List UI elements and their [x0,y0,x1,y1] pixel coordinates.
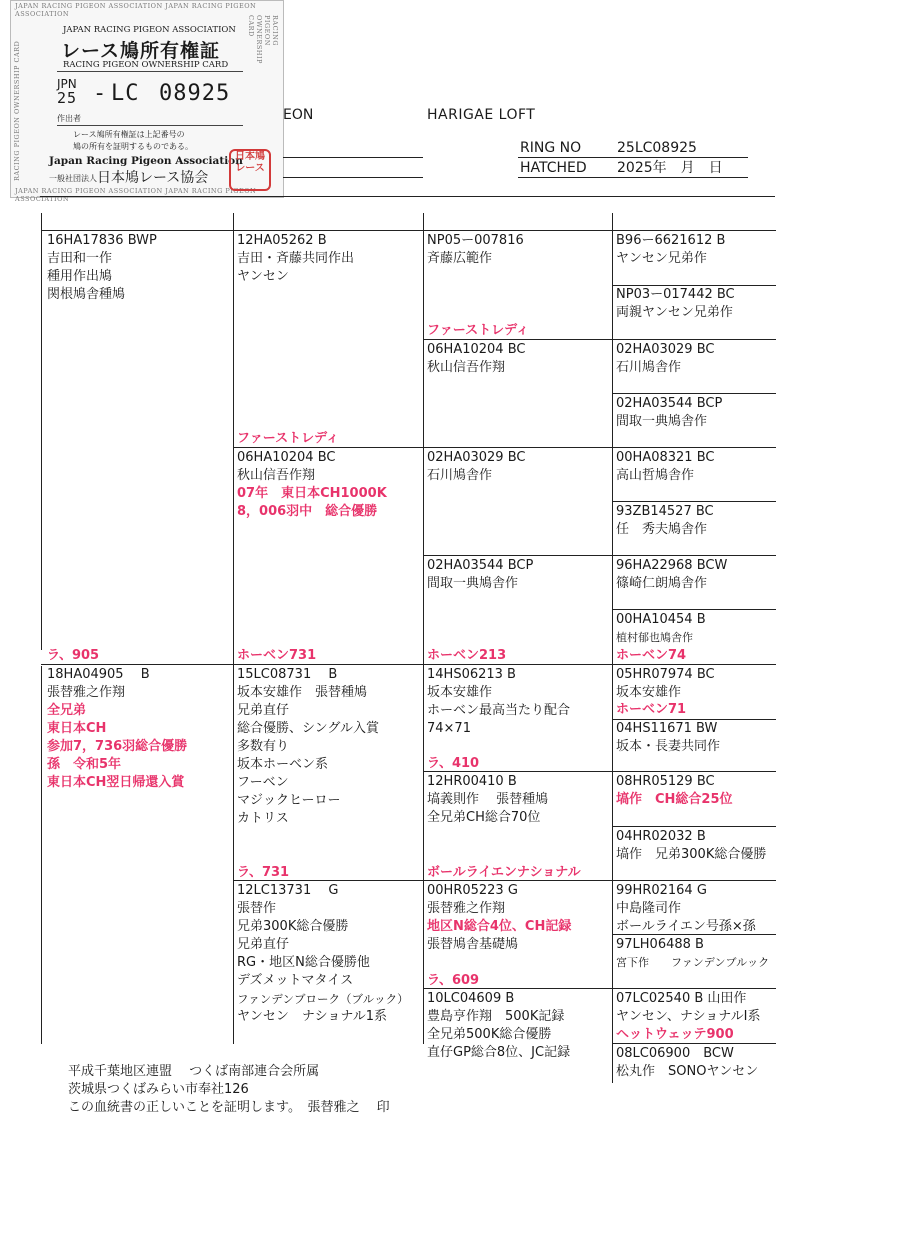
c3-line: 02HA03544 BCP [427,558,534,573]
ds-line: 坂本ホーベン系 [237,757,329,772]
c3-line: 02HA03029 BC [427,450,526,465]
ds-line: フーベン [237,775,289,790]
c4-line: 篠崎仁朗鳩舎作 [616,576,708,591]
c4-achievement: 塙作 CH総合25位 [616,792,733,807]
sd-line: 06HA10204 BC [237,450,336,465]
c3-line: 00HR05223 G [427,883,518,898]
c3-line: NP05ー007816 [427,233,524,248]
c4-line: ヤンセン兄弟作 [616,251,707,266]
c4-line: 任 秀夫鳩舎作 [616,522,708,537]
sd-line: 秋山信吾作翔 [237,468,316,483]
card-assoc-jp: 日本鳩レース協会 [97,170,209,186]
dd-line: RG・地区N総合優勝他 [237,955,370,970]
dam-line: 張替雅之作翔 [47,685,126,700]
sd-achievement: 07年 東日本CH1000K [237,486,387,501]
c3-line: 直仔GP総合8位、JC記録 [427,1045,571,1060]
hatched-value: 2025年 月 日 [617,160,723,176]
c4-line: 植村郁也鳩舎作 [616,631,693,644]
ring-no-value: 25LC08925 [617,140,697,156]
c3-line: 12HR00410 B [427,774,517,789]
c4-label: ホーベン71 [616,702,687,717]
sire-line: 関根鳩舎種鳩 [47,287,126,302]
card-assoc-en-top: JAPAN RACING PIGEON ASSOCIATION [63,25,236,35]
ring-no-label: RING NO [520,140,582,156]
c4-line: 02HA03544 BCP [616,396,723,411]
card-title-en: RACING PIGEON OWNERSHIP CARD [63,60,229,70]
ds-line: マジックヒーロー [237,793,341,808]
c3-label: ホーベン213 [427,648,507,663]
card-letters: LC [111,81,140,106]
c4-line: 08HR05129 BC [616,774,715,789]
footer-address: 茨城県つくばみらい市奉社126 [68,1082,249,1097]
c3-line: 石川鳩舎作 [427,468,493,483]
c4-line: 松丸作 SONOヤンセン [616,1064,759,1079]
card-cert-line2: 鳩の所有を証明するものである。 [73,142,193,151]
card-cert-line1: レース鳩所有権証は上記番号の [73,130,185,139]
dam-achievement: 参加7，736羽総合優勝 [47,739,188,754]
footer-certification: この血統書の正しいことを証明します。 張替雅之 印 [68,1100,390,1115]
c3-line: 全兄弟500K総合優勝 [427,1027,552,1042]
dam-line: 18HA04905 B [47,667,150,682]
card-title-jp: レース鳩所有権証 [61,40,221,62]
hatched-label: HATCHED [520,160,587,176]
loft-name: HARIGAE LOFT [427,107,536,123]
c3-label: ラ、410 [427,756,480,771]
card-assoc-jp-prefix: 一般社団法人 [49,174,97,183]
c3-achievement: 地区N総合4位、CH記録 [427,919,572,934]
card-year: 25 [57,89,78,107]
c4-line: 96HA22968 BCW [616,558,728,573]
dd-line: 兄弟直仔 [237,937,290,952]
card-number: 08925 [159,81,231,106]
ss-line: 12HA05262 B [237,233,327,248]
sire-line: 種用作出鳩 [47,269,113,284]
c3-line: 豊島亨作翔 500K記録 [427,1009,565,1024]
c4-line: 中島隆司作 [616,901,682,916]
card-dash: - [93,81,108,106]
c3-line: 14HS06213 B [427,667,516,682]
c3-line: 張替雅之作翔 [427,901,506,916]
sd-achievement: 8，006羽中 総合優勝 [237,504,378,519]
ss-line: 吉田・斉藤共同作出 [237,251,355,266]
seal-stamp: 日本鳩レース [229,149,271,191]
ss-line: ヤンセン [237,269,289,284]
c3-label: ボールライエンナショナル [427,865,581,880]
c4-line: ボールライエン号孫×孫 [616,919,756,934]
c3-label: ファーストレディ [427,323,530,338]
c3-line: 塙義則作 張替種鳩 [427,792,549,807]
card-border-text-left: RACING PIGEON OWNERSHIP CARD [13,40,21,181]
card-divider [57,71,243,72]
c4-line: 02HA03029 BC [616,342,715,357]
c4-line: 塙作 兄弟300K総合優勝 [616,847,767,862]
dam-achievement: 孫 令和5年 [47,757,122,772]
card-border-text-top: JAPAN RACING PIGEON ASSOCIATION JAPAN RACING PIGEON ASSOCIATION [15,2,257,18]
c4-line: 07LC02540 B 山田作 [616,991,747,1006]
c3-line: 間取一典鳩舎作 [427,576,519,591]
c4-line: 間取一典鳩舎作 [616,414,708,429]
card-author-line [57,125,243,126]
sire-line: 16HA17836 BWP [47,233,157,248]
ds-line: カトリス [237,811,289,826]
dd-line: ファンデンブローク（ブルック） [237,992,409,1006]
dam-label: ラ、905 [47,648,100,663]
dam-achievement: 東日本CH翌日帰還入賞 [47,775,185,790]
ownership-card [10,0,284,203]
ds-line: 多数有り [237,739,290,754]
dd-label: ラ、731 [237,865,290,880]
sd-label: ファーストレディ [237,431,340,446]
c4-line: ヤンセン、ナショナルⅠ系 [616,1009,761,1024]
dd-line: 12LC13731 G [237,883,339,898]
c4-line: 04HR02032 B [616,829,706,844]
c4-line: 97LH06488 B [616,937,704,952]
c4-line: NP03ー017442 BC [616,287,735,302]
c4-line: 両親ヤンセン兄弟作 [616,305,733,320]
c4-line: 05HR07974 BC [616,667,715,682]
c4-line: 00HA08321 BC [616,450,715,465]
c3-line: ホーベン最高当たり配合 [427,703,571,718]
c4-line: 高山哲鳩舎作 [616,468,695,483]
dd-line: 張替作 [237,901,277,916]
c3-label: ラ、609 [427,973,480,988]
dd-line: 兄弟300K総合優勝 [237,919,349,934]
dd-line: ヤンセン ナショナル1系 [237,1009,387,1024]
card-assoc-en: Japan Racing Pigeon Association [49,155,243,167]
ds-line: 兄弟直仔 [237,703,290,718]
c3-line: 74×71 [427,721,471,736]
ds-line: 坂本安雄作 張替種鳩 [237,685,368,700]
c4-line: 坂本・長妻共同作 [616,739,721,754]
ds-label: ホーベン731 [237,648,317,663]
c4-line: 石川鳩舎作 [616,360,682,375]
c4-line: 08LC06900 BCW [616,1046,734,1061]
c4-line: 93ZB14527 BC [616,504,714,519]
c4-line: B96ー6621612 B [616,233,726,248]
ds-line: 総合優勝、シングル入賞 [237,721,380,736]
c3-line: 坂本安雄作 [427,685,493,700]
c4-label: ヘットウェッテ900 [616,1027,734,1042]
c4-line: 99HR02164 G [616,883,707,898]
c4-line: 04HS11671 BW [616,721,718,736]
card-author-label: 作出者 [57,114,81,123]
dd-line: デズメットマタイス [237,973,354,988]
c3-line: 秋山信吾作翔 [427,360,506,375]
c4-line: 00HA10454 B [616,612,706,627]
c4-line: 坂本安雄作 [616,685,682,700]
dam-achievement: 全兄弟 [47,703,87,718]
card-country: JPN [57,77,77,91]
dam-achievement: 東日本CH [47,721,107,736]
c3-line: 斉藤広範作 [427,251,493,266]
c3-line: 全兄弟CH総合70位 [427,810,541,825]
c4-label: ホーベン74 [616,648,687,663]
footer-affiliation: 平成千葉地区連盟 つくば南部連合会所属 [68,1064,320,1079]
c3-line: 06HA10204 BC [427,342,526,357]
header-partial-word: EON [283,107,314,123]
ds-line: 15LC08731 B [237,667,338,682]
card-border-text-right: RACING PIGEON OWNERSHIP CARD [247,15,279,64]
card-border-text-bottom: JAPAN RACING PIGEON ASSOCIATION JAPAN RACING PIGEON ASSOCIATION [15,187,257,203]
c4-line: 宮下作 ファンデンブルック [616,956,770,969]
c3-line: 張替鳩舎基礎鳩 [427,937,519,952]
sire-line: 吉田和一作 [47,251,113,266]
c3-line: 10LC04609 B [427,991,515,1006]
